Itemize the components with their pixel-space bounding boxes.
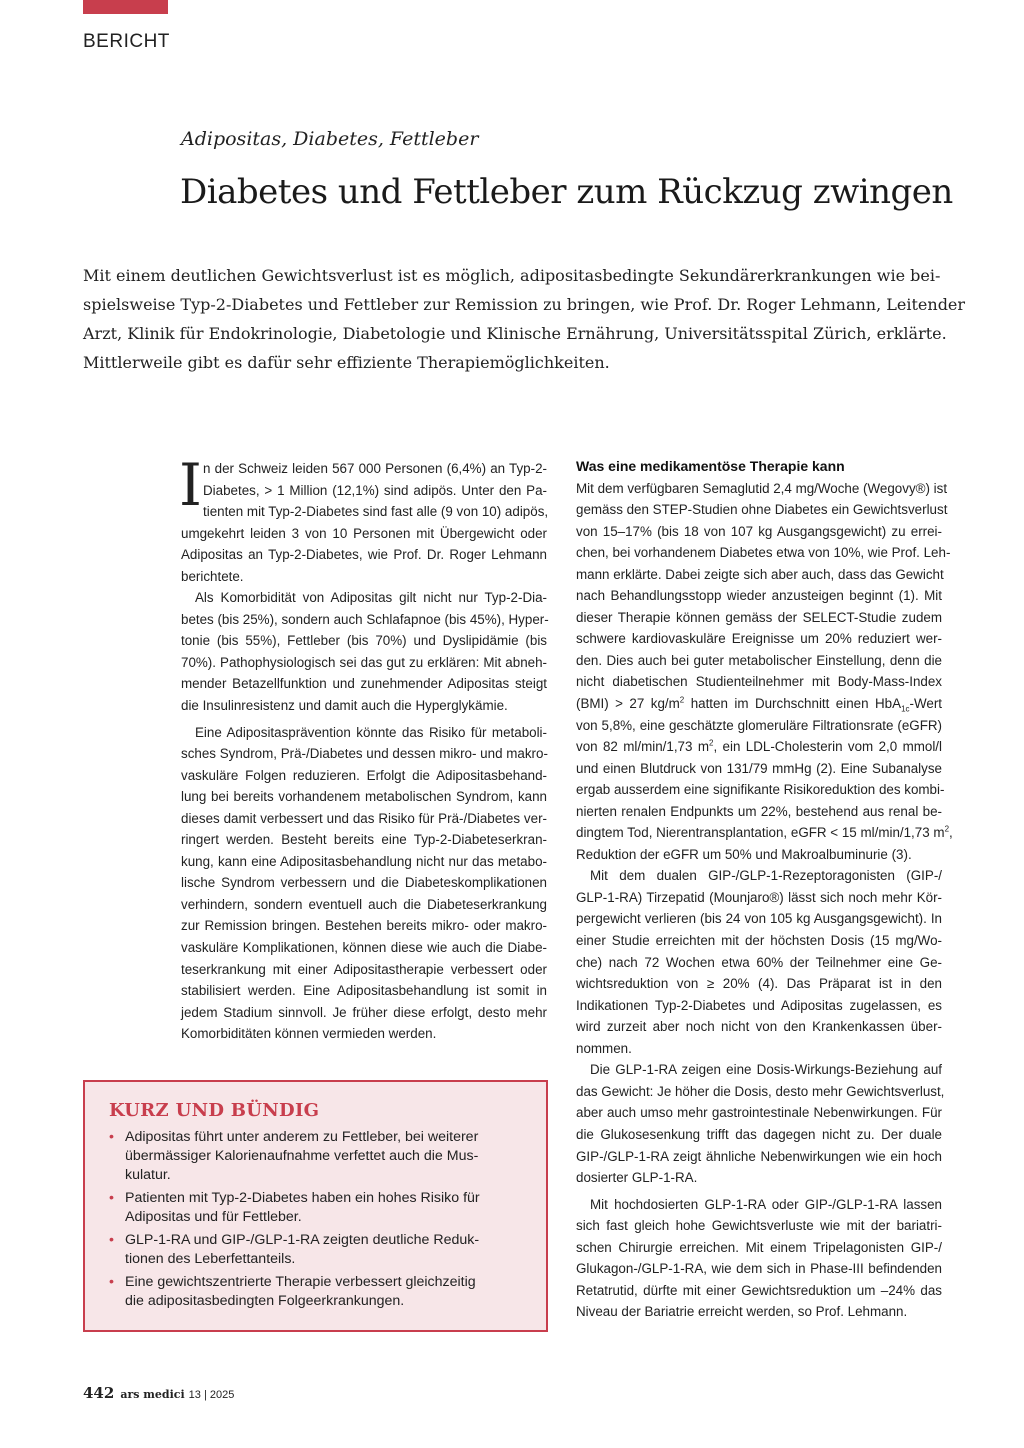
paragraph: [181, 587, 547, 716]
text-line: (BMI) > 27 $kg/m^2$ hatten im Durchschnitt einen HbA$_{1c}$-Wert: [576, 695, 942, 714]
text-line: von 15–17% (bis 18 von 107 kg Ausgangsgewicht) zu errei-: [576, 523, 942, 539]
paragraph: [576, 478, 953, 866]
text-line: betes (bis 25%), sondern auch Schlafapnoe (bis 45%), Hyper-: [181, 611, 549, 627]
list-item-line: Eine gewichtszentrierte Therapie verbessert gleichzeitig: [125, 1274, 476, 1290]
issue-number: 13 | 2025: [188, 1389, 235, 1401]
lead-line: spielsweise Typ-2-Diabetes und Fettleber zur Remission zu bringen, wie Prof. Dr. Roger Lehmann, Leitender: [83, 295, 966, 314]
paragraph: [181, 722, 547, 1045]
bullet-icon: •: [109, 1274, 114, 1290]
paragraph: [576, 1194, 942, 1323]
lead-line: Mittlerweile gibt es dafür sehr effiziente Therapiemöglichkeiten.: [83, 353, 610, 372]
article-column-left: [179, 451, 549, 1045]
text-line: das Gewicht: Je höher die Dosis, desto mehr Gewichtsverlust,: [576, 1083, 945, 1099]
text-line: Glukagon-/GLP-1-RA, wie dem sich in Phase-III befindenden: [576, 1261, 942, 1277]
bullet-icon: •: [109, 1129, 114, 1145]
list-item: [109, 1273, 529, 1311]
page-number: 442: [83, 1384, 115, 1402]
lead-line: Arzt, Klinik für Endokrinologie, Diabetologie und Klinische Ernährung, Universitätsspital Zürich, erklärte.: [83, 324, 947, 343]
subheading: Was eine medikamentöse Therapie kann: [576, 458, 845, 474]
text-line: jedem Stadium sinnvoll. Je früher diese erfolgt, desto mehr: [181, 1004, 547, 1020]
text-line: stabilisiert werden. Eine Adipositasbehandlung ist somit in: [181, 983, 547, 999]
list-item-line: kulatur.: [125, 1167, 171, 1183]
text-line: nach Behandlungsstopp wieder anzusteigen beginnt (1). Mit: [576, 588, 942, 604]
text-line: Adipositas an Typ-2-Diabetes, wie Prof. Dr. Roger Lehmann: [181, 547, 547, 563]
list-item: [109, 1231, 529, 1269]
list-item-line: GLP-1-RA und GIP-/GLP-1-RA zeigten deutliche Reduk-: [125, 1232, 480, 1248]
text-line: vaskuläre Komplikationen, können diese wie auch die Diabe-: [181, 940, 547, 956]
text-line: dieses damit verbessert und das Risiko für Prä-/Diabetes ver-: [181, 810, 547, 826]
text-line: Diabetes, > 1 Million (12,1%) sind adipös. Unter den Pa-: [203, 482, 547, 498]
text-line: ergab ausserdem eine signifikante Risikoreduktion des kombi-: [576, 782, 945, 798]
text-line: den. Dies auch bei guter metabolischer Einstellung, denn die: [576, 652, 942, 668]
text-line: dosierter GLP-1-RA.: [576, 1170, 698, 1186]
text-line: Reduktion der eGFR um 50% und Makroalbuminurie (3).: [576, 846, 912, 862]
text-line: Retatrutid, dürfte mit einer Gewichtsreduktion um –24% das: [576, 1282, 942, 1298]
text-line: che) nach 72 Wochen etwa 60% der Teilnehmer eine Ge-: [576, 954, 942, 970]
text-line: umgekehrt leiden 3 von 10 Personen mit Übergewicht oder: [181, 525, 547, 541]
paragraph: [576, 1059, 945, 1188]
text-line: nierten renalen Endpunkts um 22%, bestehend aus renal be-: [576, 803, 942, 819]
top-accent-bar: [83, 0, 168, 14]
text-line: und einen Blutdruck von 131/79 mmHg (2). Eine Subanalyse: [576, 760, 942, 776]
article-column-right: [576, 456, 953, 1323]
paragraph: [179, 451, 549, 587]
list-item: [109, 1128, 529, 1185]
text-line: wichtsreduktion von ≥ 20% (4). Das Präparat ist in den: [576, 976, 942, 992]
text-line: zur Remission bringen. Bestehen bereits mikro- oder makro-: [181, 918, 547, 934]
text-line: Mit dem verfügbaren Semaglutid 2,4 mg/Woche (Wegovy®) ist: [576, 480, 948, 496]
text-line: dieser Therapie können gemäss der SELECT-Studie zudem: [576, 609, 942, 625]
drop-cap: I: [179, 451, 202, 519]
bullet-icon: •: [109, 1190, 114, 1206]
text-line: lung bei bereits vorhandenem metabolischen Syndrom, kann: [181, 789, 547, 805]
lead-line: Mit einem deutlichen Gewichtsverlust ist es möglich, adipositasbedingte Sekundärerkrankungen wie bei-: [83, 266, 941, 285]
page-footer: [83, 1384, 234, 1402]
paragraph: [576, 865, 942, 1059]
headline: Diabetes und Fettleber zum Rückzug zwingen: [180, 172, 953, 212]
list-item-line: Adipositas führt unter anderem zu Fettleber, bei weiterer: [125, 1129, 479, 1145]
text-line: von 5,8%, eine geschätzte glomeruläre Filtrationsrate (eGFR): [576, 717, 942, 733]
text-line: Mit dem dualen GIP-/GLP-1-Rezeptoragonisten (GIP-/: [590, 868, 942, 884]
list-item-line: Adipositas und für Fettleber.: [125, 1209, 302, 1225]
text-line: teserkrankung mit einer Adipositastherapie verbessert oder: [181, 961, 547, 977]
text-line: nicht diabetischen Studienteilnehmer mit Body-Mass-Index: [576, 674, 942, 690]
text-line: GLP-1-RA) Tirzepatid (Mounjaro®) lässt sich noch mehr Kör-: [576, 889, 942, 905]
text-line: lische Syndrom verbessern und die Diabeteskomplikationen: [181, 875, 547, 891]
text-line: GIP-/GLP-1-RA zeigt ähnliche Nebenwirkungen wie ein hoch: [576, 1148, 942, 1164]
text-line: berichtete.: [181, 568, 244, 584]
kicker: Adipositas, Diabetes, Fettleber: [181, 128, 479, 150]
text-line: sich fast gleich hohe Gewichtsverluste wie mit der bariatri-: [576, 1218, 942, 1234]
text-line: chen, bei vorhandenem Diabetes etwa von 10%, wie Prof. Leh-: [576, 545, 951, 561]
section-label: BERICHT: [83, 31, 170, 52]
text-line: Niveau der Bariatrie erreicht werden, so Prof. Lehmann.: [576, 1304, 908, 1320]
text-line: Komorbiditäten können vermieden werden.: [181, 1026, 437, 1042]
text-line: mann erklärte. Dabei zeigte sich aber auch, dass das Gewicht: [576, 566, 944, 582]
text-line: schen Chirurgie erreichen. Mit einem Tripelagonisten GIP-/: [576, 1239, 942, 1255]
text-line: tonie (bis 55%), Fettleber (bis 70%) und Dyslipidämie (bis: [181, 633, 547, 649]
text-line: verhindern, sondern eventuell auch die Diabeteserkrankung: [181, 896, 547, 912]
list-item-line: übermässiger Kalorienaufnahme verfettet auch die Mus-: [125, 1148, 479, 1164]
text-line: schwere kardiovaskuläre Ereignisse um 20% reduziert wer-: [576, 631, 942, 647]
list-item: [109, 1189, 529, 1227]
lead-paragraph: [83, 261, 966, 377]
text-line: wird zurzeit aber noch nicht von den Krankenkassen über-: [576, 1019, 942, 1035]
text-line: aber auch umso mehr gastrointestinale Nebenwirkungen. Für: [576, 1105, 942, 1121]
text-line: nommen.: [576, 1040, 632, 1056]
summary-box: [83, 1080, 548, 1332]
text-line: ringert werden. Besteht bereits eine Typ-2-Diabeteserkran-: [181, 832, 547, 848]
text-line: von 82 ml/min/1,73 $m^2$, ein LDL-Cholesterin vom 2,0 mmol/l: [576, 738, 942, 755]
text-line: kung, kann eine Adipositasbehandlung nicht nur das metabo-: [181, 853, 547, 869]
list-item-line: die adipositasbedingten Folgeerkrankungen.: [125, 1293, 405, 1309]
list-item-line: tionen des Leberfettanteils.: [125, 1251, 296, 1267]
text-line: Eine Adipositasprävention könnte das Risiko für metaboli-: [195, 724, 547, 740]
text-line: Indikationen Typ-2-Diabetes und Adipositas zugelassen, es: [576, 997, 942, 1013]
bullet-icon: •: [109, 1232, 114, 1248]
text-line: sches Syndrom, Prä-/Diabetes und dessen mikro- und makro-: [181, 746, 548, 762]
text-line: Als Komorbidität von Adipositas gilt nicht nur Typ-2-Dia-: [195, 590, 547, 606]
text-line: gemäss den STEP-Studien ohne Diabetes ein Gewichtsverlust: [576, 502, 948, 518]
text-line: mender Betazellfunktion und zunehmender Adipositas steigt: [181, 676, 547, 692]
text-line: dingtem Tod, Nierentransplantation, eGFR < 15 ml/min/1,73 $m^2$,: [576, 824, 953, 841]
text-line: Mit hochdosierten GLP-1-RA oder GIP-/GLP-1-RA lassen: [590, 1196, 942, 1212]
text-line: vaskuläre Folgen reduzieren. Erfolgt die Adipositasbehand-: [181, 767, 547, 783]
text-line: tienten mit Typ-2-Diabetes sind fast alle (9 von 10) adipös,: [203, 504, 549, 520]
text-line: pergewicht verlieren (bis 24 von 105 kg Ausgangsgewicht). In: [576, 911, 942, 927]
text-line: 70%). Pathophysiologisch sei das gut zu erklären: Mit abneh-: [181, 654, 547, 670]
text-line: die Glukosesenkung trifft das dagegen nicht zu. Der duale: [576, 1126, 942, 1142]
text-line: die Insulinresistenz und damit auch die Hyperglykämie.: [181, 698, 508, 714]
magazine-name: ars medici: [120, 1388, 185, 1401]
text-line: Die GLP-1-RA zeigen eine Dosis-Wirkungs-Beziehung auf: [590, 1062, 942, 1078]
list-item-line: Patienten mit Typ-2-Diabetes haben ein hohes Risiko für: [125, 1190, 480, 1206]
summary-list: [109, 1128, 529, 1315]
summary-box-title: KURZ UND BÜNDIG: [109, 1100, 320, 1121]
text-line: n der Schweiz leiden 567 000 Personen (6,4%) an Typ-2-: [203, 461, 547, 476]
text-line: einer Studie erreichten mit der höchsten Dosis (15 mg/Wo-: [576, 933, 942, 949]
